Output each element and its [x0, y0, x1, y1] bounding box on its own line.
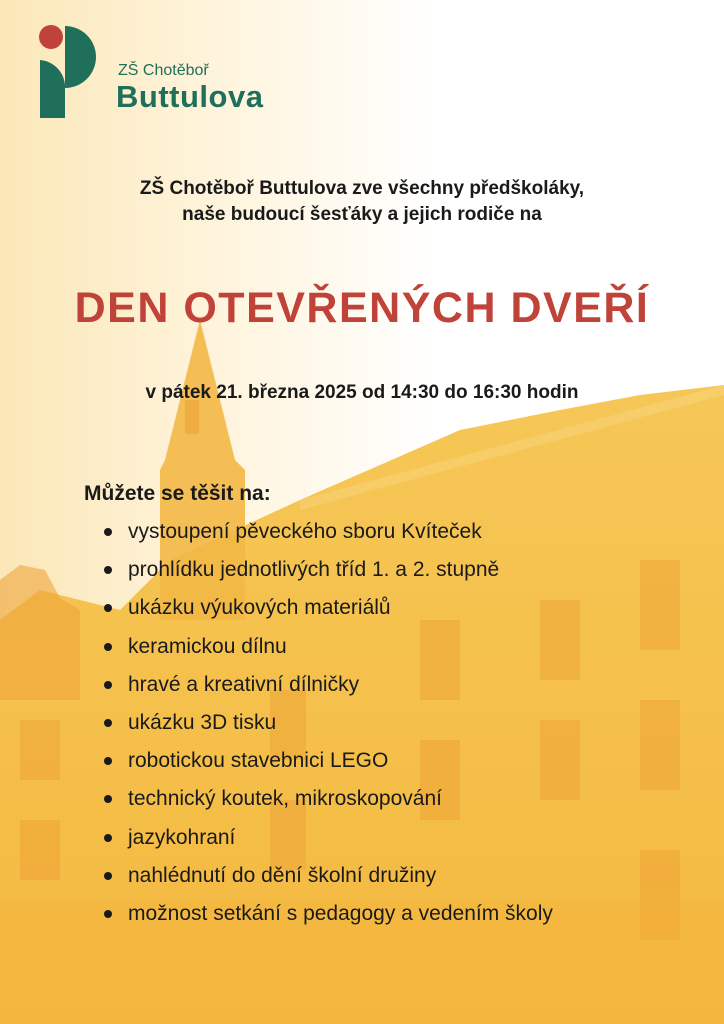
list-item [98, 554, 553, 592]
list-item [98, 860, 553, 898]
bullet-icon [104, 795, 112, 803]
event-headline: DEN OTEVŘENÝCH DVEŘÍ [74, 284, 650, 332]
list-item-text: možnost setkání s pedagogy a vedením školy [128, 901, 553, 925]
bullet-icon [104, 528, 112, 536]
list-item-text: prohlídku jednotlivých tříd 1. a 2. stupně [128, 558, 500, 582]
list-item-text: ukázku 3D tisku [128, 710, 277, 734]
list-item-text: nahlédnutí do dění školní družiny [128, 863, 437, 887]
invitation-intro [0, 176, 724, 228]
list-item-text: ukázku výukových materiálů [128, 596, 391, 620]
list-item [98, 592, 553, 630]
activities-title: Můžete se těšit na: [84, 482, 271, 505]
bullet-icon [104, 834, 112, 842]
list-item [98, 783, 553, 821]
bullet-icon [104, 757, 112, 765]
event-date: v pátek 21. března 2025 od 14:30 do 16:30 hodin [145, 382, 579, 403]
bullet-icon [104, 681, 112, 689]
bullet-icon [104, 643, 112, 651]
bullet-icon [104, 910, 112, 918]
bullet-icon [104, 719, 112, 727]
school-logo [38, 24, 278, 124]
logo-small-text: ZŠ Chotěboř [118, 62, 209, 79]
list-item [98, 745, 553, 783]
list-item [98, 822, 553, 860]
list-item-text: jazykohraní [128, 825, 236, 849]
list-item [98, 707, 553, 745]
list-item [98, 898, 553, 936]
bullet-icon [104, 872, 112, 880]
intro-line-2: naše budoucí šesťáky a jejich rodiče na [182, 204, 542, 225]
list-item [98, 669, 553, 707]
logo-mark-icon [38, 24, 102, 120]
activities-list [98, 516, 553, 936]
logo-school-name: Buttulova [116, 79, 264, 114]
bullet-icon [104, 566, 112, 574]
list-item-text: technický koutek, mikroskopování [128, 787, 442, 811]
bullet-icon [104, 604, 112, 612]
list-item-text: keramickou dílnu [128, 634, 287, 658]
list-item-text: vystoupení pěveckého sboru Kvíteček [128, 520, 482, 543]
intro-line-1: ZŠ Chotěboř Buttulova zve všechny předškoláky, [139, 178, 585, 199]
list-item [98, 516, 553, 554]
list-item-text: hravé a kreativní dílničky [128, 672, 360, 696]
list-item-text: robotickou stavebnici LEGO [128, 749, 389, 773]
list-item [98, 631, 553, 669]
